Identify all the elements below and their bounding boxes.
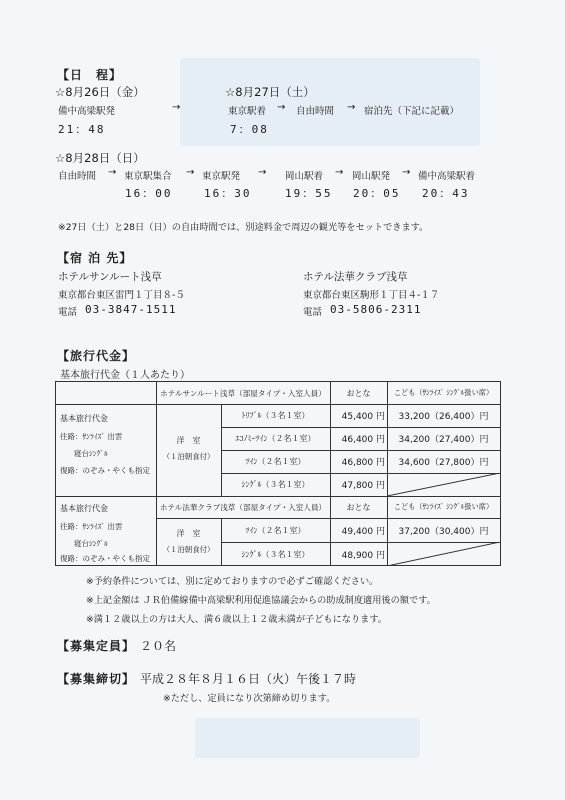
- col-child-header: こども（ｻﾝﾗｲｽﾞ ｼﾝｸﾞﾙ扱い席）: [393, 502, 494, 511]
- adult-price: 46,800 円: [341, 458, 385, 468]
- day3-date: ☆8月28日（日）: [55, 151, 145, 165]
- schedule-title: 【日 程】: [57, 68, 123, 82]
- adult-price: 48,900 円: [341, 550, 385, 561]
- hotel-a-tel: 03-3847-1511: [85, 303, 177, 316]
- col-adult-header: おとな: [346, 388, 371, 398]
- group-a-desc: 復路：のぞみ・やくも指定: [60, 465, 150, 475]
- adult-price: 49,400 円: [341, 526, 385, 537]
- adult-price: 46,400 円: [341, 435, 385, 445]
- day2-free: 自由時間: [296, 106, 335, 117]
- group-a-desc: 基本旅行代金: [60, 413, 108, 423]
- group-b-meal: （１泊朝食付）: [162, 544, 215, 554]
- arrow-icon: →: [347, 102, 356, 113]
- col-adult-header: おとな: [346, 502, 371, 512]
- room-type: ｼﾝｸﾞﾙ（３名１室）: [241, 480, 310, 489]
- child-price: [387, 542, 500, 566]
- day3-step: 自由時間: [58, 171, 97, 182]
- fee-table: [55, 381, 501, 566]
- child-price: 37,200（30,400）円: [398, 526, 489, 537]
- group-a-header: ホテルサンルート浅草（部屋タイプ・入室人員）: [160, 388, 326, 398]
- deadline-label: 【募集締切】: [57, 672, 136, 686]
- hotel-b-tel: 03-5806-2311: [330, 303, 422, 316]
- group-b-room: 洋 室: [176, 528, 201, 538]
- room-type: ﾄﾘﾌﾟﾙ（３名１室）: [241, 411, 310, 420]
- day2-arrive: 東京駅着: [228, 106, 267, 117]
- group-b-header: ホテル法華クラブ浅草（部屋タイプ・入室人員）: [159, 502, 327, 512]
- arrow-icon: →: [277, 102, 286, 113]
- group-b-desc: 往路：ｻﾝﾗｲｽﾞ 出雲: [60, 521, 123, 531]
- hotel-b-tel-label: 電話: [303, 307, 323, 318]
- show-through-block: [180, 58, 480, 146]
- day3-time: 19：55: [285, 187, 333, 200]
- day3-step: 備中高梁駅着: [418, 171, 476, 182]
- day1-date: ☆8月26日（金）: [55, 85, 145, 99]
- arrow-icon: →: [186, 167, 195, 178]
- arrow-icon: →: [258, 167, 267, 178]
- show-through-block: [195, 718, 420, 758]
- group-a-desc: 寝台ｼﾝｸﾞﾙ: [74, 448, 108, 458]
- fee-note: ※予約条件については、別に定めておりますので必ずご確認ください。: [86, 576, 379, 587]
- day3-time: 16：00: [125, 187, 173, 200]
- room-type: ﾂｲﾝ（２名１室）: [245, 457, 306, 466]
- child-price: 33,200（26,400）円: [398, 412, 489, 422]
- capacity-value: ２０名: [140, 639, 177, 653]
- day1-time: 21：48: [58, 123, 106, 136]
- day3-time: 20：43: [422, 187, 470, 200]
- day2-date: ☆8月27日（土）: [225, 85, 315, 99]
- day3-step: 東京駅集合: [124, 171, 172, 182]
- day3-step: 東京駅発: [202, 171, 241, 182]
- arrow-icon: →: [108, 167, 117, 178]
- fees-subtitle: 基本旅行代金（１人あたり）: [60, 370, 190, 381]
- day1-depart: 備中高梁駅発: [58, 106, 116, 117]
- arrow-icon: →: [335, 167, 344, 178]
- group-b-desc: 復路：のぞみ・やくも指定: [60, 553, 150, 563]
- hotel-a-tel-label: 電話: [58, 307, 78, 318]
- room-type: ﾂｲﾝ（２名１室）: [245, 525, 306, 535]
- group-a-desc: 往路：ｻﾝﾗｲｽﾞ 出雲: [60, 431, 123, 441]
- deadline-value: 平成２８年８月１６日（火）午後１７時: [140, 672, 357, 686]
- arrow-icon: →: [402, 167, 411, 178]
- day3-step: 岡山駅着: [285, 171, 324, 182]
- adult-price: 47,800 円: [341, 481, 385, 491]
- hotel-b-name: ホテル法華クラブ浅草: [303, 271, 408, 283]
- lodging-title: 【宿 泊 先】: [57, 251, 133, 265]
- room-type: ｴｺﾉﾐｰﾂｲﾝ（２名１室）: [235, 434, 316, 443]
- adult-price: 45,400 円: [341, 412, 385, 422]
- hotel-b-address: 東京都台東区駒形１丁目４-１７: [303, 290, 440, 301]
- fees-title: 【旅行代金】: [57, 349, 136, 363]
- day2-time: 7：08: [230, 123, 269, 136]
- child-price: 34,200（27,400）円: [398, 435, 489, 445]
- arrow-icon: →: [172, 102, 181, 113]
- day3-step: 岡山駅発: [352, 171, 391, 182]
- group-b-desc: 基本旅行代金: [60, 503, 108, 513]
- day3-time: 20：05: [353, 187, 401, 200]
- child-price: [387, 473, 500, 496]
- col-child-header: こども（ｻﾝﾗｲｽﾞ ｼﾝｸﾞﾙ扱い席）: [393, 388, 494, 397]
- day3-time: 16：30: [204, 187, 252, 200]
- fee-note: ※上記金額は ＪＲ伯備線備中高梁駅利用促進協議会からの助成制度適用後の額です。: [86, 595, 436, 606]
- hotel-a-address: 東京都台東区雷門１丁目８-５: [58, 290, 185, 301]
- group-b-desc: 寝台ｼﾝｸﾞﾙ: [74, 538, 108, 548]
- child-price: 34,600（27,800）円: [398, 458, 489, 468]
- hotel-a-name: ホテルサンルート浅草: [58, 271, 162, 283]
- fee-note: ※満１２歳以上の方は大人、満６歳以上１２歳未満が子どもになります。: [86, 614, 387, 625]
- day2-hotel: 宿泊先（下記に記載）: [364, 106, 460, 117]
- deadline-note: ※ただし、定員になり次第締め切ります。: [163, 693, 336, 704]
- schedule-note: ※27日（土）と28日（日）の自由時間では、別途料金で周辺の観光等をセットできます。: [58, 222, 429, 233]
- group-a-room: 洋 室: [176, 435, 201, 445]
- room-type: ｼﾝｸﾞﾙ（３名１室）: [241, 549, 310, 559]
- group-a-meal: （１泊朝食付）: [162, 451, 215, 461]
- capacity-label: 【募集定員】: [57, 639, 136, 653]
